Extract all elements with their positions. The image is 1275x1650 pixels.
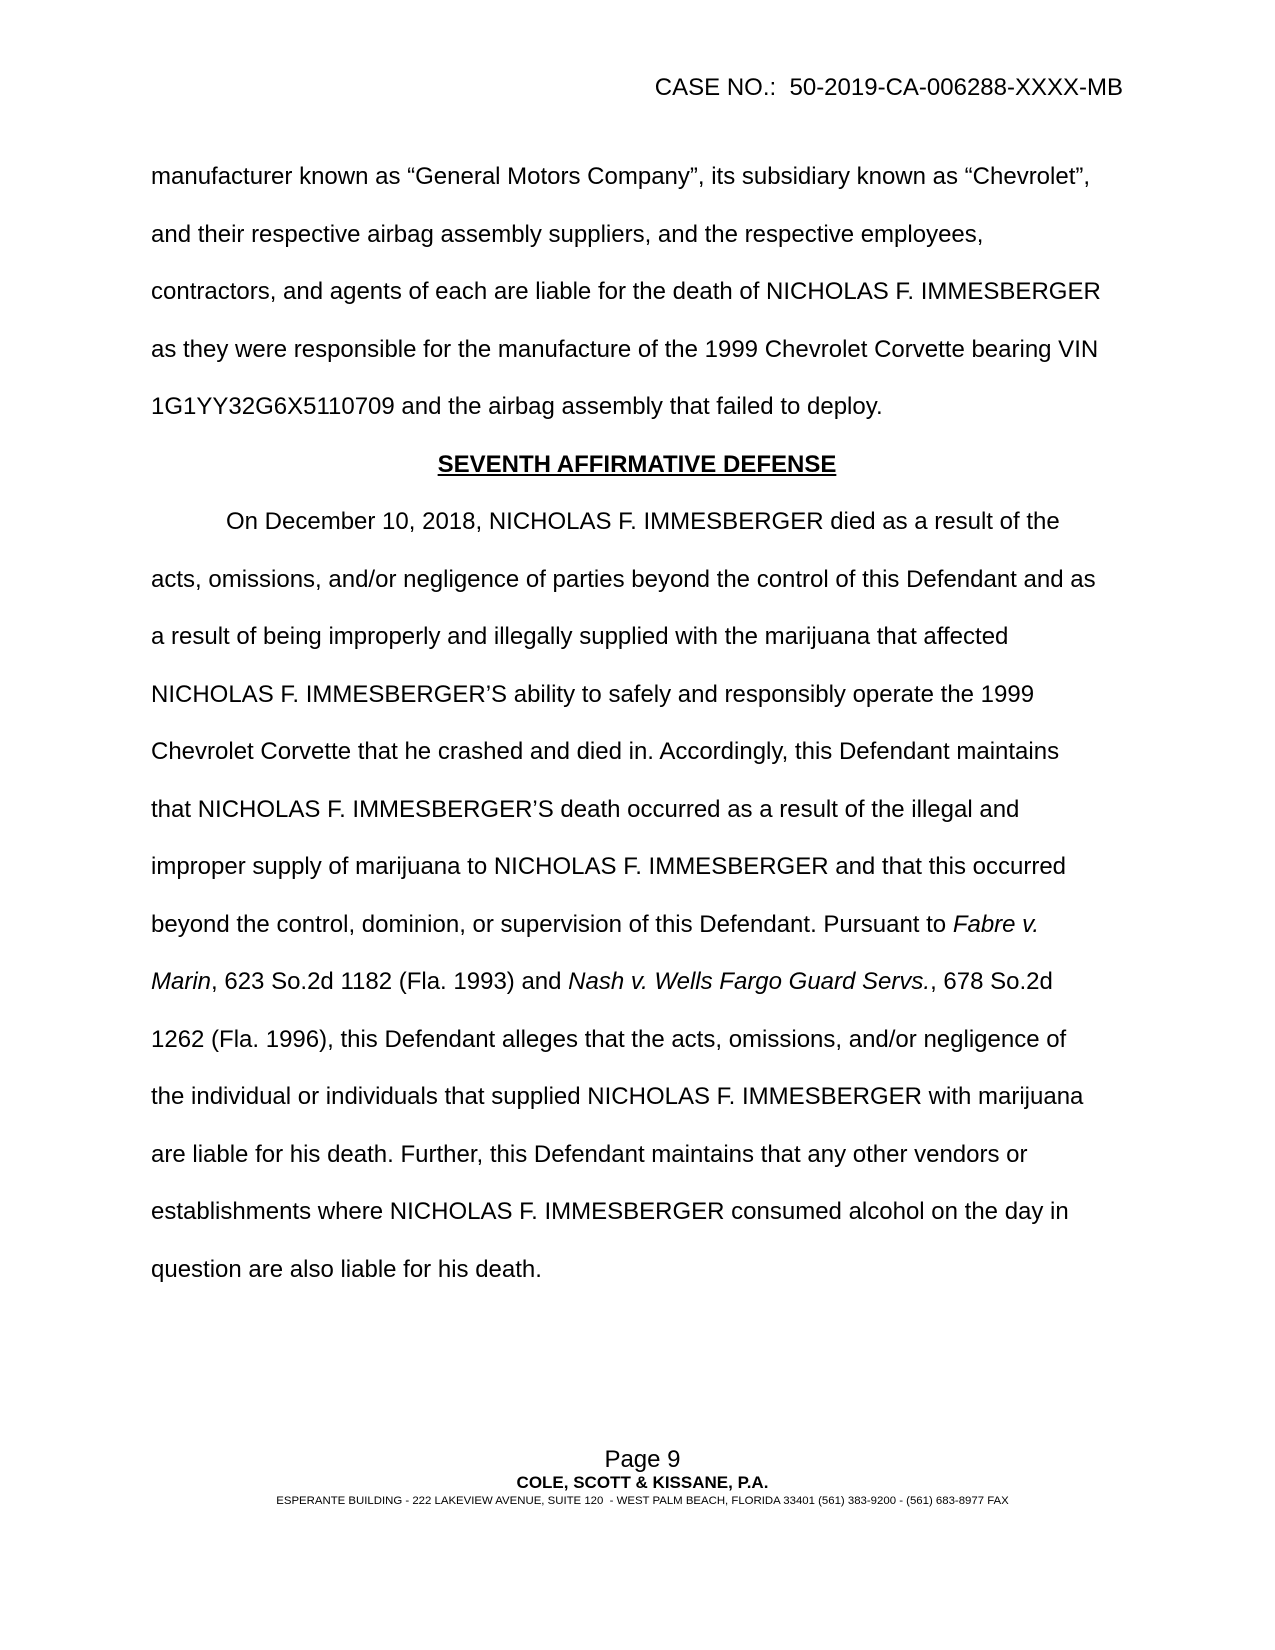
paragraph-line-citation (151, 910, 1123, 968)
paragraph-line: are liable for his death. Further, this Defendant maintains that any other vendors or (151, 1140, 1028, 1168)
document-body (151, 162, 1123, 1312)
paragraph-line: and their respective airbag assembly suppliers, and the respective employees, (151, 220, 984, 248)
paragraph-line: Chevrolet Corvette that he crashed and died in. Accordingly, this Defendant maintains (151, 738, 1060, 765)
paragraph-line: 1G1YY32G6X5110709 and the airbag assembly that failed to deploy. (151, 393, 883, 420)
case-citation-italic: Nash v. Wells Fargo Guard Servs. (568, 968, 931, 995)
paragraph-line: On December 10, 2018, NICHOLAS F. IMMESBERGER died as a result of the (226, 508, 1060, 535)
paragraph-line: that NICHOLAS F. IMMESBERGER’S death occurred as a result of the illegal and (151, 795, 1020, 823)
section-heading: SEVENTH AFFIRMATIVE DEFENSE (437, 450, 837, 478)
case-citation-italic: Fabre v. (952, 910, 1040, 938)
paragraph-line: acts, omissions, and/or negligence of parties beyond the control of this Defendant and as (151, 565, 1096, 593)
page-number: Page 9 (604, 1446, 681, 1473)
text-segment: , 678 So.2d (930, 968, 1053, 995)
case-citation-italic: Marin (151, 968, 212, 995)
text-segment: beyond the control, dominion, or supervision of this Defendant. Pursuant to (151, 910, 953, 938)
firm-name: COLE, SCOTT & KISSANE, P.A. (516, 1473, 769, 1492)
page-footer (0, 1447, 1275, 1509)
paragraph-line: improper supply of marijuana to NICHOLAS F. IMMESBERGER and that this occurred (151, 853, 1067, 880)
text-segment: , 623 So.2d 1182 (Fla. 1993) and (211, 968, 569, 995)
paragraph-line-citation (151, 967, 1123, 1025)
firm-address: ESPERANTE BUILDING - 222 LAKEVIEW AVENUE, SUITE 120 - WEST PALM BEACH, FLORIDA 33401 (561) 383-9200 - (561) 683-8977 FAX (276, 1495, 1009, 1507)
paragraph-line: question are also liable for his death. (151, 1255, 542, 1283)
paragraph-line: manufacturer known as “General Motors Company”, its subsidiary known as “Chevrolet”, (151, 163, 1091, 190)
paragraph-line: the individual or individuals that supplied NICHOLAS F. IMMESBERGER with marijuana (151, 1083, 1084, 1110)
paragraph-line: as they were responsible for the manufacture of the 1999 Chevrolet Corvette bearing VIN (151, 335, 1099, 363)
paragraph-line: 1262 (Fla. 1996), this Defendant alleges that the acts, omissions, and/or negligence of (151, 1025, 1067, 1053)
paragraph-line: a result of being improperly and illegally supplied with the marijuana that affected (151, 623, 1009, 650)
paragraph-line: NICHOLAS F. IMMESBERGER’S ability to safely and responsibly operate the 1999 (151, 680, 1035, 708)
case-number: CASE NO.: 50-2019-CA-006288-XXXX-MB (654, 74, 1123, 101)
paragraph-line: contractors, and agents of each are liable for the death of NICHOLAS F. IMMESBERGER (151, 278, 1101, 305)
paragraph-line: establishments where NICHOLAS F. IMMESBERGER consumed alcohol on the day in (151, 1198, 1069, 1225)
